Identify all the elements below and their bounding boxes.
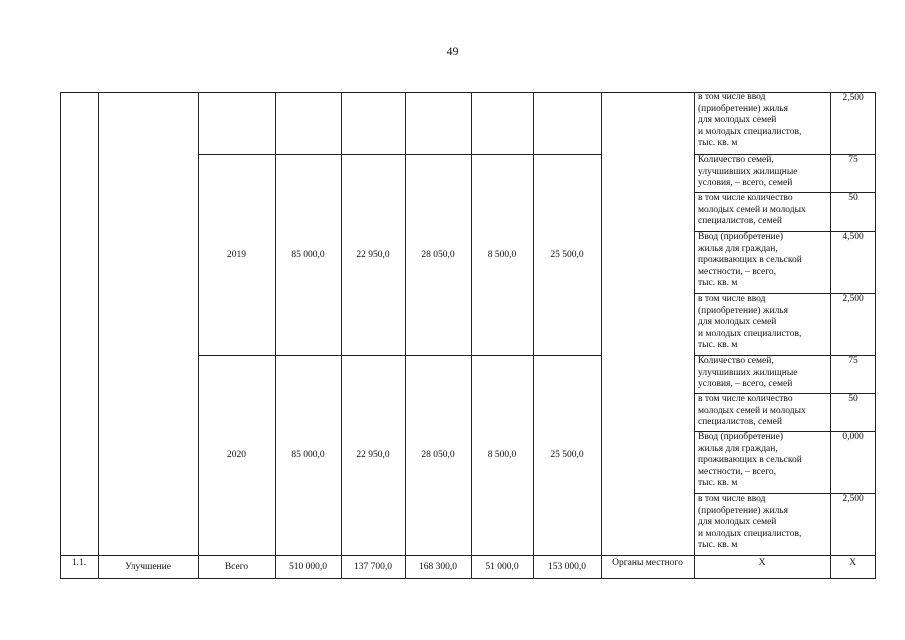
amount-cell: 8 500,0 — [487, 250, 517, 260]
indicator-label: в том числе количество молодых семей и молодых специалистов, семей — [698, 394, 806, 428]
amount-cell: 25 500,0 — [550, 250, 584, 260]
indicator-value: 75 — [848, 356, 858, 366]
amount-cell: 28 050,0 — [421, 250, 455, 260]
amount-cell: 22 950,0 — [356, 250, 390, 260]
indicator-label: Ввод (приобретение) жилья для граждан, проживающих в сельской местности, – всего, тыс. кв. м — [698, 232, 802, 289]
amount-cell: 51 000,0 — [485, 562, 519, 572]
amount-cell: 153 000,0 — [548, 562, 586, 572]
indicator-value: 50 — [848, 394, 858, 404]
indicator-value: 2,500 — [842, 294, 864, 304]
indicator-cell: Х — [758, 558, 766, 568]
value-cell: Х — [849, 558, 856, 568]
amount-cell: 137 700,0 — [354, 562, 392, 572]
period-cell: Всего — [224, 562, 249, 572]
page-number: 49 — [446, 44, 459, 58]
indicator-label: в том числе количество молодых семей и молодых специалистов, семей — [698, 193, 806, 227]
indicator-label: Ввод (приобретение) жилья для граждан, проживающих в сельской местности, – всего, тыс. кв. м — [698, 432, 802, 489]
row-name: Улучшение — [125, 562, 171, 572]
indicator-value: 4,500 — [842, 232, 864, 242]
amount-cell: 25 500,0 — [550, 450, 584, 460]
indicator-label: Количество семей, улучшивших жилищные условия, – всего, семей — [698, 155, 798, 189]
total-cell: 510 000,0 — [289, 562, 327, 572]
indicator-label: в том числе ввод (приобретение) жилья для молодых семей и молодых специалистов, тыс. кв. м — [698, 494, 802, 551]
year-cell: 2020 — [227, 450, 246, 460]
indicator-value: 2,500 — [842, 494, 864, 504]
indicator-label: в том числе ввод (приобретение) жилья для молодых семей и молодых специалистов, тыс. кв. м — [698, 92, 802, 149]
row-number: 1.1. — [71, 558, 87, 568]
amount-cell: 168 300,0 — [419, 562, 457, 572]
indicator-value: 2,500 — [842, 93, 864, 103]
indicator-label: Количество семей, улучшивших жилищные условия, – всего, семей — [698, 356, 798, 390]
indicator-value: 50 — [848, 193, 858, 203]
indicator-label: в том числе ввод (приобретение) жилья для молодых семей и молодых специалистов, тыс. кв. м — [698, 294, 802, 351]
indicator-value: 0,000 — [842, 432, 864, 442]
total-cell: 85 000,0 — [291, 250, 325, 260]
amount-cell: 28 050,0 — [421, 450, 455, 460]
executor-cell: Органы местного — [612, 558, 683, 568]
year-cell: 2019 — [227, 250, 246, 260]
indicator-value: 75 — [848, 155, 858, 165]
amount-cell: 8 500,0 — [487, 450, 517, 460]
amount-cell: 22 950,0 — [356, 450, 390, 460]
total-cell: 85 000,0 — [291, 450, 325, 460]
